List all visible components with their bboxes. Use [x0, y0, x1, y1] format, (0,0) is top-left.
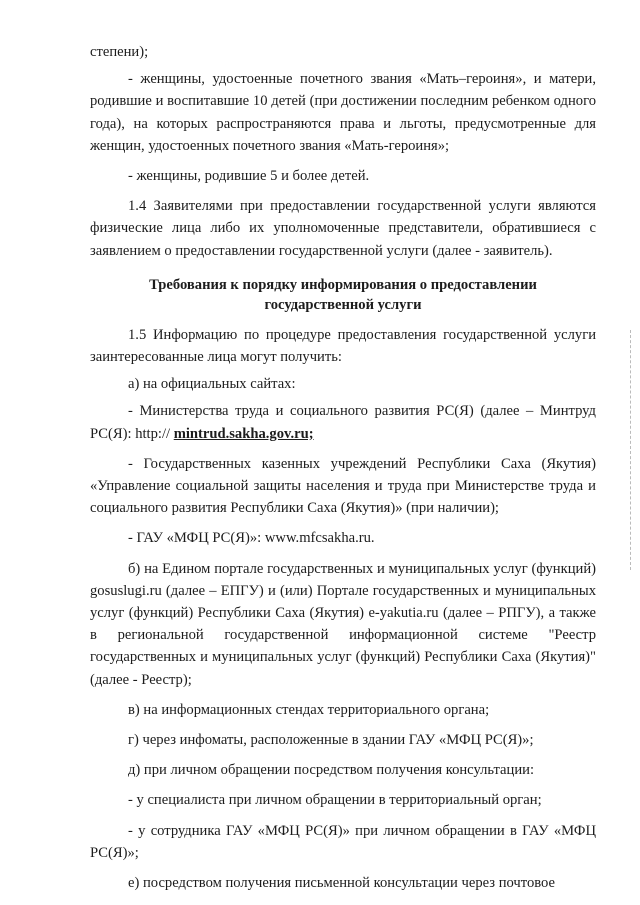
paragraph-mother-heroine: - женщины, удостоенные почетного звания «Мать–героиня», и матери, родившие и воспитавшие 10 детей (при достижении последним ребенком одного года), на которых распространяются права и льготы, предусмотренные для женщин, удостоенных почетного звания «Мать-героиня»; — [90, 71, 596, 154]
paragraph-state-institutions: - Государственных казенных учреждений Республики Саха (Якутия) «Управление социальной защиты населения и труда при Министерстве труда и социального развития Республики Саха (Якутия)» (при наличии); — [90, 455, 596, 517]
paragraph-1-4-applicants: 1.4 Заявителями при предоставлении государственной услуги являются физические лица либо их уполномоченные представители, обратившиеся с заявлением о предоставлении государственной услуги (далее - заявитель). — [90, 198, 596, 259]
paragraph-info-stands: в) на информационных стендах территориального органа; — [128, 701, 490, 718]
paragraph-official-sites: а) на официальных сайтах: — [128, 376, 296, 393]
paragraph-mfc-site: - ГАУ «МФЦ РС(Я)»: www.mfcsakha.ru. — [128, 530, 375, 547]
paragraph-continuation: степени); — [90, 44, 149, 60]
paragraph-personal-visit: д) при личном обращении посредством получения консультации: — [128, 762, 535, 779]
paragraph-five-children: - женщины, родившие 5 и более детей. — [128, 168, 370, 185]
paragraph-specialist: - у специалиста при личном обращении в территориальный орган; — [128, 792, 542, 809]
ministry-site-link[interactable]: mintrud.sakha.gov.ru; — [173, 425, 314, 442]
section-heading: Требования к порядку информирования о предоставлении государственной услуги — [149, 276, 537, 313]
ministry-site-text: - Министерства труда и социального развития РС(Я) (далее – Минтруд РС(Я): — [90, 403, 596, 442]
paragraph-mfc-employee: - у сотрудника ГАУ «МФЦ РС(Я)» при личном обращении в ГАУ «МФЦ РС(Я)»; — [90, 822, 596, 861]
paragraph-unified-portal: б) на Едином портале государственных и муниципальных услуг (функций) gosuslugi.ru (далее – ЕПГУ) и (или) Портале государственных и муниципальных услуг (функций) Республики Саха (Якутия) e-yakutia.ru (далее – РПГУ), а также в региональной государственной информационной системе "Реестр государственных и муниципальных услуг (функций) Республики Саха (Якутия)" (далее - Реестр); — [90, 560, 596, 688]
paragraph-infomats: г) через инфоматы, расположенные в здании ГАУ «МФЦ РС(Я)»; — [128, 732, 534, 749]
paragraph-written-consultation: е) посредством получения письменной консультации через почтовое — [128, 875, 555, 892]
paragraph-ministry-site — [90, 400, 596, 444]
scan-edge-mark — [630, 330, 632, 570]
ministry-link-prefix: http:// — [135, 425, 174, 442]
paragraph-1-5-information: 1.5 Информацию по процедуре предоставления государственной услуги заинтересованные лица могут получить: — [90, 326, 596, 366]
